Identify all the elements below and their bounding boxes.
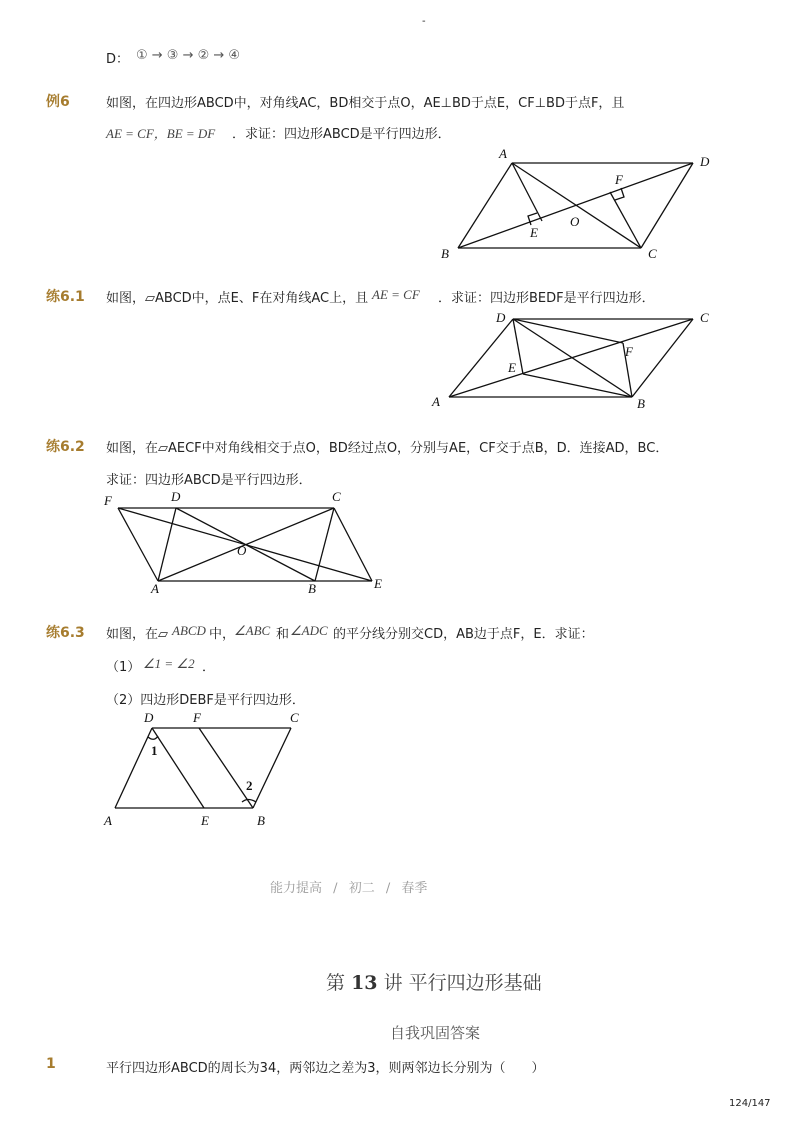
lecture-title: 讲 平行四边形基础 bbox=[383, 972, 542, 994]
practice-6-3-text-c: 和 bbox=[276, 627, 290, 642]
footer-left: 能力提高 bbox=[270, 881, 323, 896]
lecture-number: 13 bbox=[351, 972, 378, 994]
practice-6-2-line2: 求证：四边形ABCD是平行四边形． bbox=[106, 473, 312, 488]
ex6-point-label: F bbox=[615, 172, 623, 187]
practice-6-3-math-b: ∠ABC bbox=[234, 623, 271, 638]
question-1-text: 平行四边形ABCD的周长为34，两邻边之差为3，则两邻边长分别为（ ） bbox=[106, 1061, 545, 1076]
ex6-point-label: A bbox=[499, 146, 507, 161]
p63-point-label: B bbox=[257, 813, 265, 828]
example-6-label: 例6 bbox=[46, 94, 70, 110]
p62-point-label: E bbox=[374, 576, 382, 591]
practice-6-3-text-b: 中， bbox=[209, 627, 236, 642]
p63-angle-label: 1 bbox=[151, 743, 158, 758]
ex6-point-label: D bbox=[700, 154, 710, 169]
ex6-point-label: E bbox=[530, 225, 538, 240]
practice-6-1-math: AE = CF bbox=[372, 287, 420, 302]
p63-angle-label: 2 bbox=[246, 778, 253, 793]
footer-middle: 初二 bbox=[348, 881, 375, 896]
p61-point-label: B bbox=[637, 396, 645, 411]
p62-point-label: F bbox=[104, 493, 112, 508]
p63-point-label: D bbox=[144, 710, 154, 725]
option-d-label: D： bbox=[106, 52, 130, 67]
practice-6-1-text-a: 如图，▱ABCD中，点E、F在对角线AC上，且 bbox=[106, 291, 369, 306]
practice-6-2-line1: 如图，在▱AECF中对角线相交于点O，BD经过点O，分别与AE，CF交于点B，D．连接AD，BC． bbox=[106, 441, 669, 456]
example-6-prove: ．求证：四边形ABCD是平行四边形． bbox=[232, 127, 451, 142]
p63-point-label: A bbox=[104, 813, 112, 828]
question-1-number: 1 bbox=[46, 1056, 56, 1072]
practice-6-3-math-c: ∠ADC bbox=[290, 623, 328, 638]
practice-6-3-label: 练6.3 bbox=[46, 625, 85, 641]
option-d-content: ① → ③ → ② → ④ bbox=[136, 48, 241, 63]
example-6-line1: 如图，在四边形ABCD中，对角线AC，BD相交于点O，AE⊥BD于点E，CF⊥BD于点F，且 bbox=[106, 96, 625, 111]
section-subtitle: 自我巩固答案 bbox=[390, 1024, 481, 1042]
practice-6-3-text-a: 如图，在▱ bbox=[106, 627, 168, 642]
p63-point-label: F bbox=[193, 710, 201, 725]
ex6-point-label: B bbox=[441, 246, 449, 261]
p61-point-label: A bbox=[432, 394, 440, 409]
practice-6-2-label: 练6.2 bbox=[46, 439, 85, 455]
p62-point-label: C bbox=[332, 489, 341, 504]
practice-6-3-item1-prefix: （1） bbox=[106, 660, 141, 675]
lecture-prefix: 第 bbox=[326, 972, 346, 994]
page-number: 124/147 bbox=[729, 1098, 771, 1109]
example-6-condition: AE = CF，BE = DF bbox=[106, 126, 216, 141]
footer-breadcrumb bbox=[270, 877, 427, 896]
p63-point-label: C bbox=[290, 710, 299, 725]
practice-6-3-math-a: ABCD bbox=[172, 623, 206, 638]
practice-6-1-text-b: ．求证：四边形BEDF是平行四边形． bbox=[438, 291, 655, 306]
ex6-point-label: O bbox=[570, 214, 580, 229]
ex6-point-label: C bbox=[648, 246, 657, 261]
page-top-mark: - bbox=[422, 16, 426, 27]
p61-point-label: E bbox=[508, 360, 516, 375]
p62-point-label: O bbox=[237, 543, 247, 558]
p63-point-label: E bbox=[201, 813, 209, 828]
footer-separator: / bbox=[385, 881, 391, 896]
footer-right: 春季 bbox=[401, 881, 428, 896]
p61-point-label: F bbox=[625, 344, 633, 359]
footer-separator: / bbox=[333, 881, 338, 896]
lecture-heading bbox=[326, 968, 542, 995]
practice-6-1-label: 练6.1 bbox=[46, 289, 85, 305]
p61-point-label: C bbox=[700, 310, 709, 325]
practice-6-3-item1-suffix: ． bbox=[202, 660, 216, 675]
practice-6-3-item1-math: ∠1 = ∠2 bbox=[143, 656, 195, 671]
practice-6-3-item2: （2）四边形DEBF是平行四边形． bbox=[106, 693, 305, 708]
p61-point-label: D bbox=[496, 310, 506, 325]
p62-point-label: A bbox=[151, 581, 159, 596]
p62-point-label: B bbox=[308, 581, 316, 596]
practice-6-3-text-d: 的平分线分别交CD，AB边于点F，E．求证： bbox=[333, 627, 594, 642]
p62-point-label: D bbox=[171, 489, 181, 504]
